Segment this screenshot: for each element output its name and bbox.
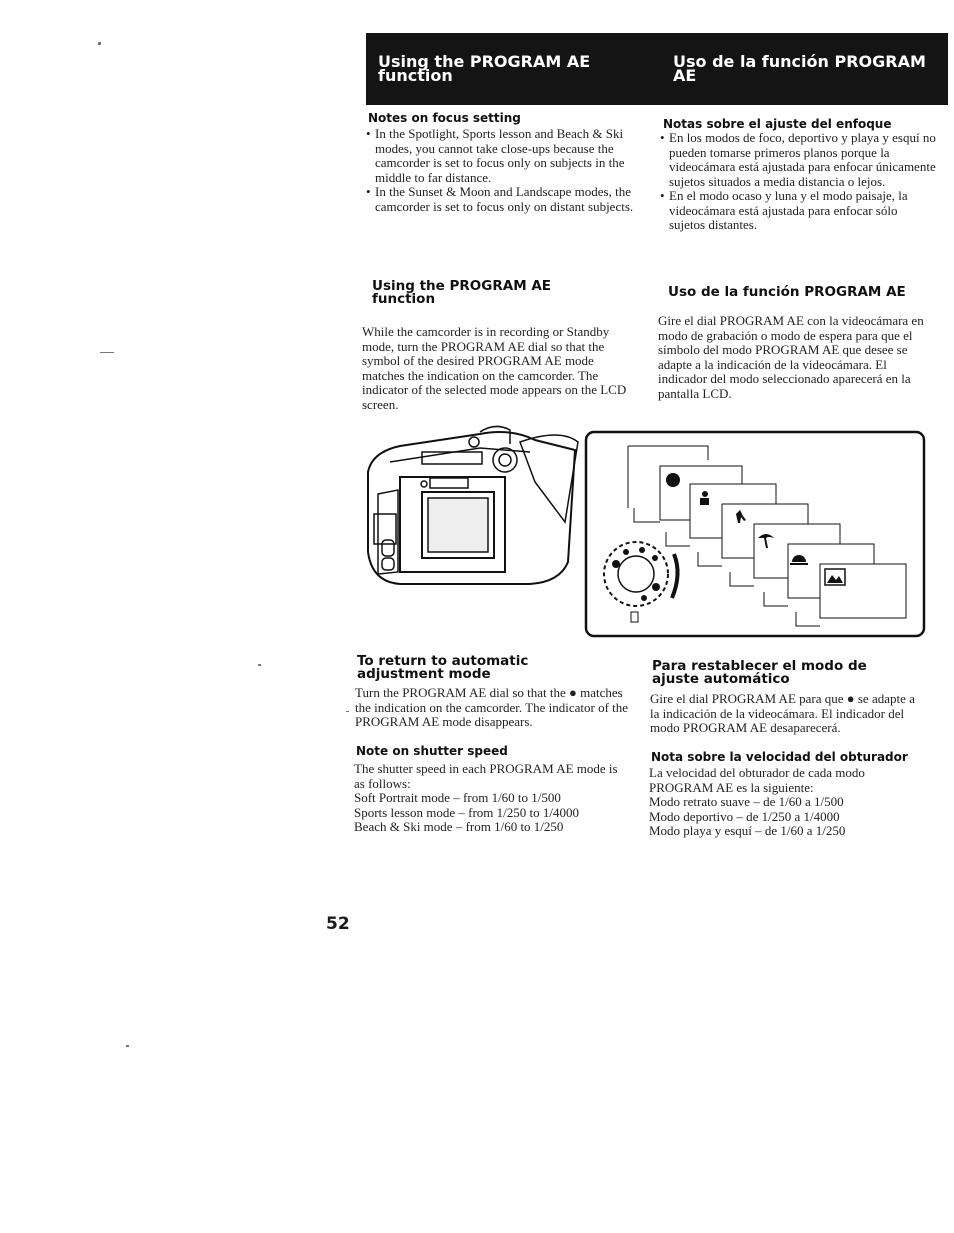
scan-speck	[98, 42, 101, 45]
spotlight-icon	[666, 473, 680, 487]
focus-note-item: • In the Spotlight, Sports lesson and Beach & Ski modes, you cannot take close-ups because the camcorder is set to focus only on subjects in the middle to far distance.	[366, 127, 640, 185]
camcorder-illustration	[368, 426, 578, 584]
shutter-line: Beach & Ski mode – from 1/60 to 1/250	[354, 819, 564, 834]
shutter-intro-es: La velocidad del obturador de cada modo PROGRAM AE es la siguiente:	[649, 765, 865, 795]
using-heading-en: Using the PROGRAM AE function	[372, 278, 552, 307]
shutter-heading-es: Nota sobre la velocidad del obturador	[651, 750, 908, 764]
focus-note-item: • En los modos de foco, deportivo y playa y esquí no pueden tomarse primeros planos porque la videocámara está ajustada para enfocar únicamente sujetos situados a media distancia o lejos.	[660, 131, 936, 189]
scan-speck	[126, 1045, 129, 1047]
program-ae-dial	[604, 542, 678, 622]
page-number: 52	[326, 914, 350, 934]
shutter-line: Modo deportivo – de 1/250 a 1/4000	[649, 808, 840, 824]
shutter-heading-en: Note on shutter speed	[356, 744, 508, 758]
return-heading-es: Para restablecer el modo de ajuste automático	[652, 658, 867, 687]
using-body-en: While the camcorder is in recording or Standby mode, turn the PROGRAM AE dial so that the symbol of the desired PROGRAM AE mode matches the indication on the camcorder. The indicator of the selected mode appears on the LCD screen.	[362, 324, 627, 412]
mode-screen-landscape	[820, 564, 906, 618]
shutter-intro-en: The shutter speed in each PROGRAM AE mode is as follows:	[354, 761, 618, 791]
header-title-en: Using the PROGRAM AE function	[378, 52, 591, 85]
focus-notes-heading-en: Notes on focus setting	[368, 111, 521, 125]
focus-notes-body-en	[366, 127, 640, 214]
shutter-line: Sports lesson mode – from 1/250 to 1/4000	[354, 804, 579, 820]
scan-speck	[346, 711, 349, 712]
portrait-icon	[702, 491, 708, 497]
shutter-body-es	[649, 766, 889, 839]
using-heading-es: Uso de la función PROGRAM AE	[668, 284, 906, 300]
scan-speck	[100, 352, 114, 353]
focus-note-item: • En el modo ocaso y luna y el modo paisaje, la videocámara está ajustada para enfocar sólo sujetos distantes.	[660, 189, 936, 233]
return-body-es: Gire el dial PROGRAM AE para que ● se adapte a la indicación de la videocámara. El indicador del modo PROGRAM AE desaparecerá.	[650, 691, 915, 735]
focus-note-item: • In the Sunset & Moon and Landscape modes, the camcorder is set to focus only on distant subjects.	[366, 185, 640, 214]
using-body-es: Gire el dial PROGRAM AE con la videocámara en modo de grabación o modo de espera para que el símbolo del modo PROGRAM AE que desee se adapte a la indicación de la videocámara. El indicador del modo seleccionado aparecerá en la pantalla LCD.	[658, 313, 924, 401]
scan-speck	[258, 664, 261, 666]
shutter-line: Modo playa y esquí – de 1/60 a 1/250	[649, 823, 846, 838]
program-ae-illustration	[360, 422, 930, 642]
shutter-body-en	[354, 762, 630, 835]
focus-notes-heading-es: Notas sobre el ajuste del enfoque	[663, 117, 892, 131]
shutter-line: Modo retrato suave – de 1/60 a 1/500	[649, 794, 844, 809]
return-heading-en: To return to automatic adjustment mode	[357, 653, 529, 682]
return-body-en: Turn the PROGRAM AE dial so that the ● matches the indication on the camcorder. The indicator of the PROGRAM AE mode disappears.	[355, 685, 629, 729]
shutter-line: Soft Portrait mode – from 1/60 to 1/500	[354, 790, 561, 805]
header-banner	[366, 33, 948, 105]
focus-notes-body-es	[660, 131, 936, 233]
header-title-es: Uso de la función PROGRAM AE	[673, 52, 926, 85]
